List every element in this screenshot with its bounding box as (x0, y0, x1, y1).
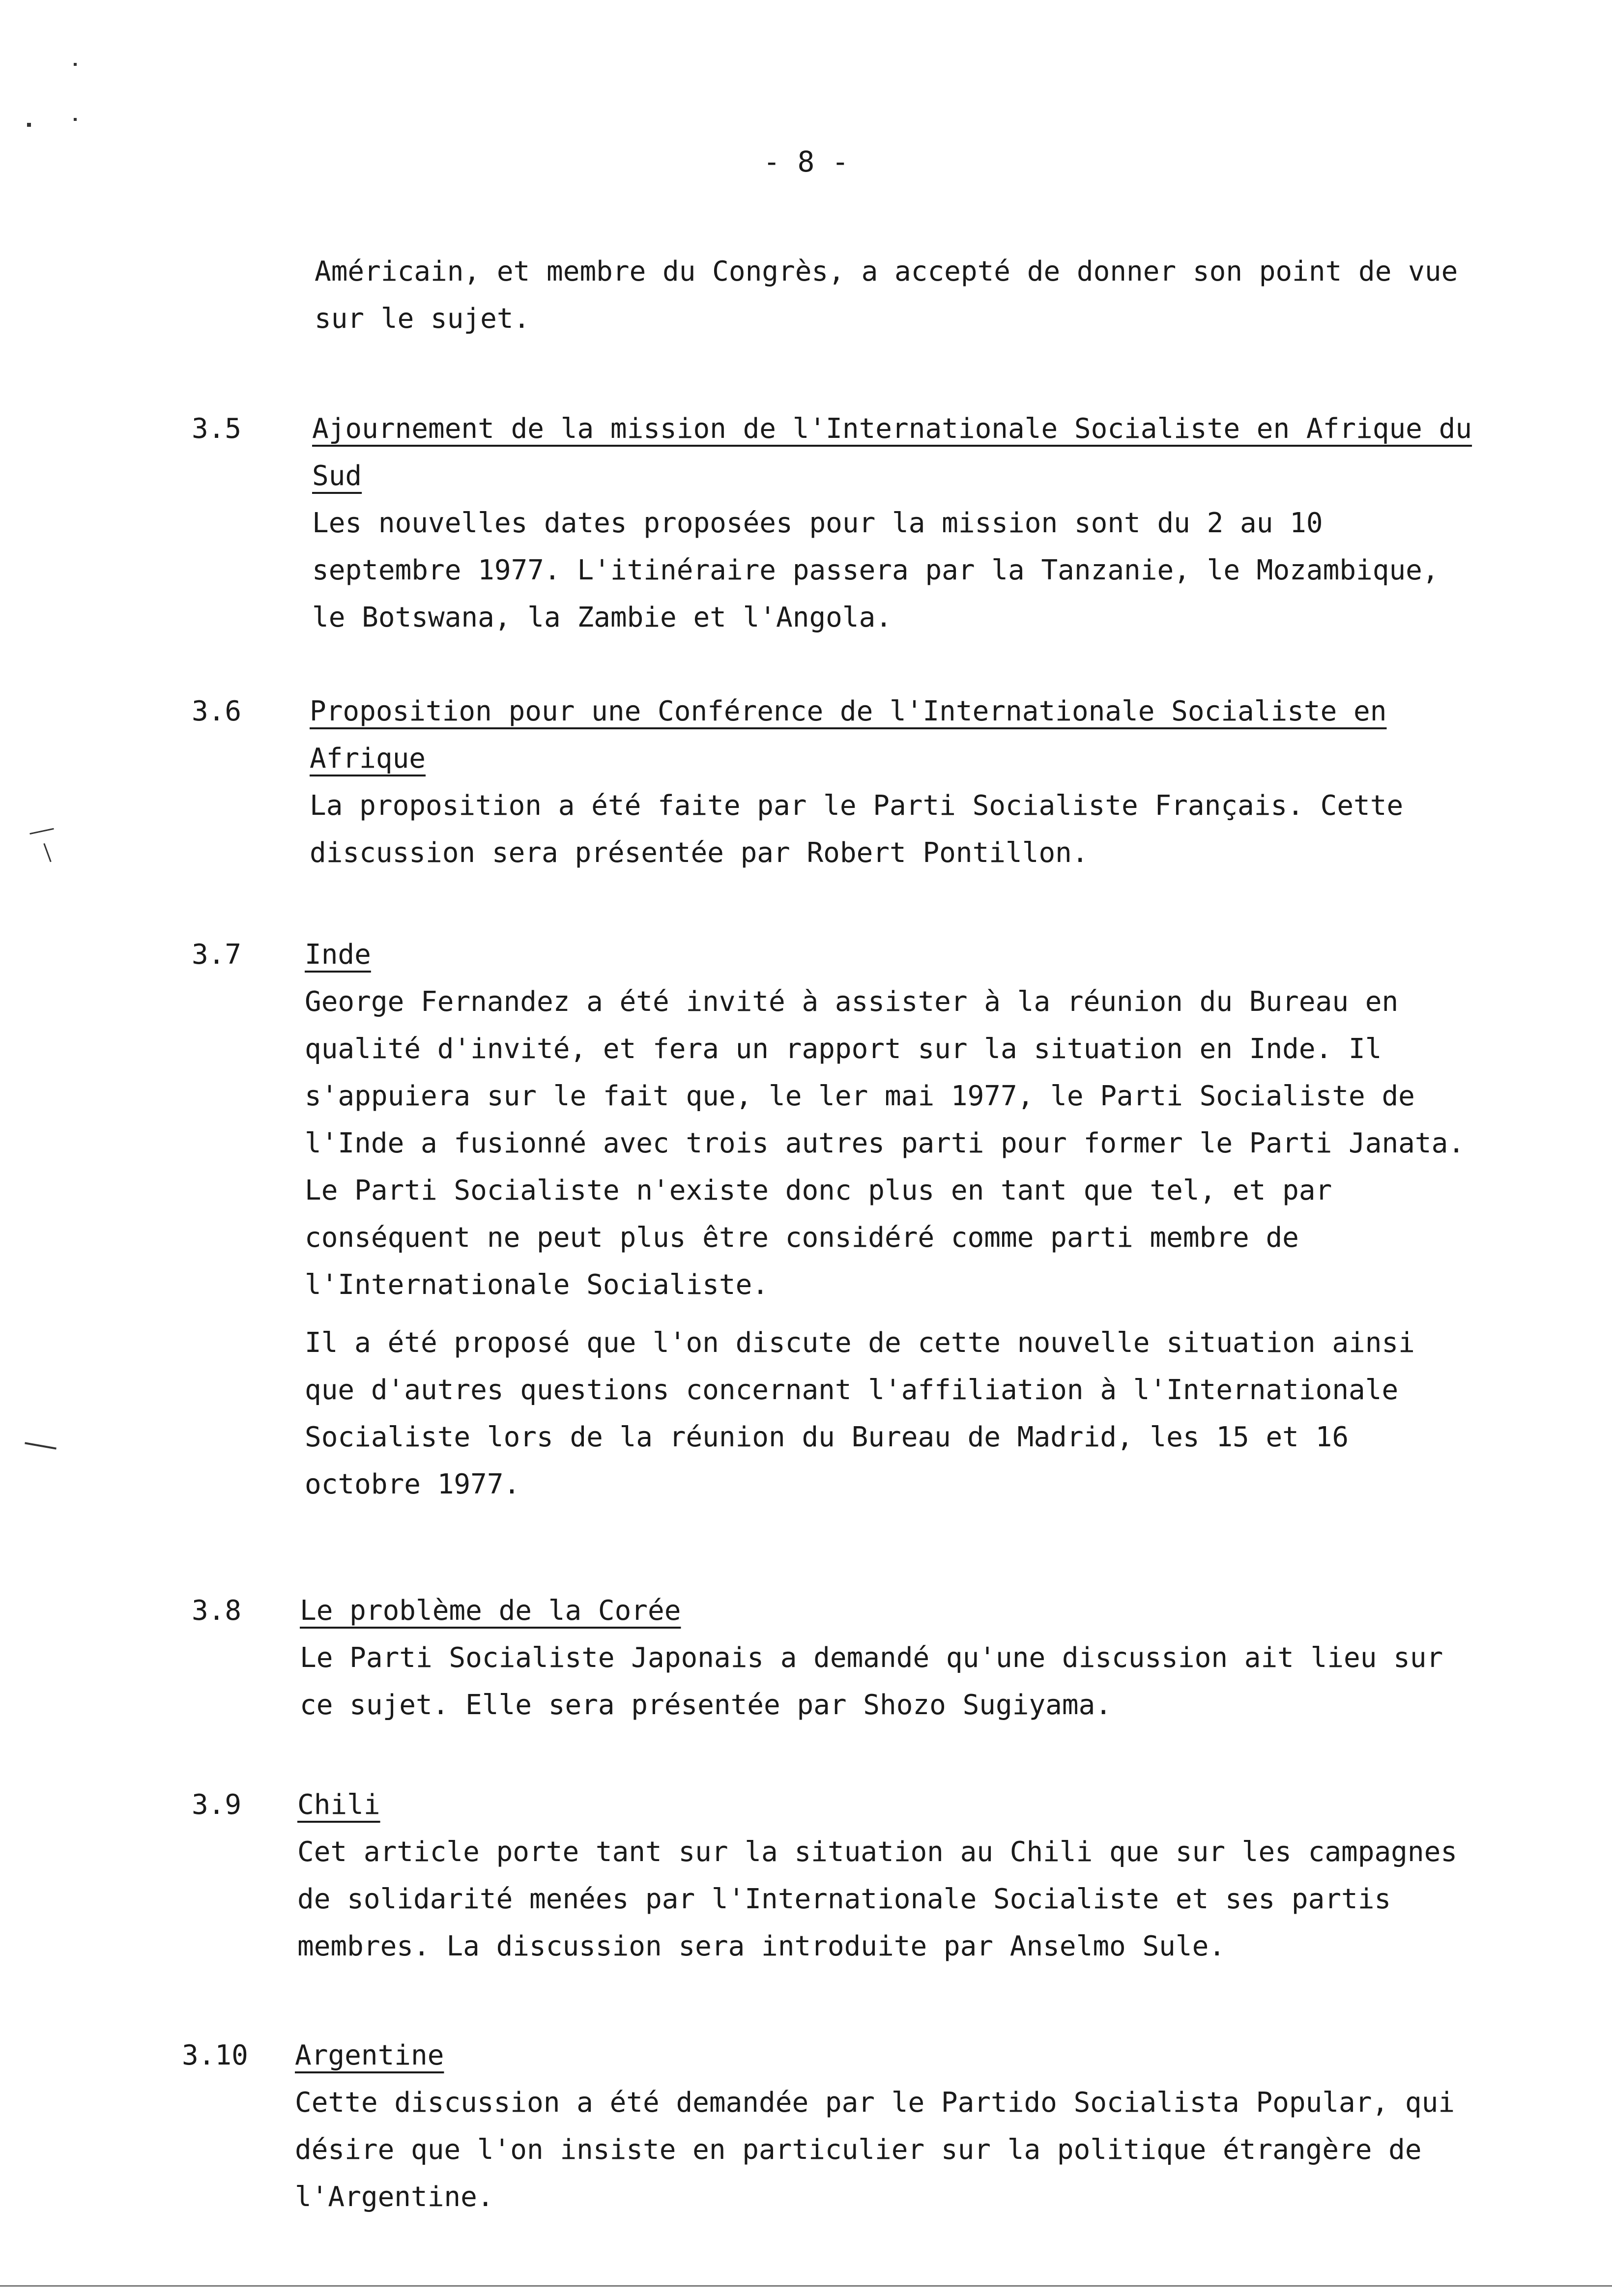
intro-paragraph: Américain, et membre du Congrès, a accepté de donner son point de vue sur le sujet. (315, 256, 1458, 335)
section-body (305, 931, 1474, 1508)
page-number: - 8 - (763, 145, 849, 178)
scan-mark (43, 843, 51, 862)
section-paragraph: La proposition a été faite par le Parti Socialiste Français. Cette discussion sera présentée par Robert Pontillon. (310, 790, 1404, 869)
section-title: Proposition pour une Conférence de l'Internationale Socialiste en Afrique (310, 695, 1387, 775)
section-title: Chili (297, 1789, 380, 1821)
section-number: 3.6 (192, 695, 242, 727)
section-body (295, 2032, 1465, 2221)
section-paragraph: Cette discussion a été demandée par le Partido Socialista Popular, qui désire que l'on insiste en particulier sur la politique étrangère de l'Argentine. (295, 2087, 1455, 2213)
section-body (300, 1587, 1469, 1729)
section-paragraph: George Fernandez a été invité à assister à la réunion du Bureau en qualité d'invité, et fera un rapport sur la situation en Inde. Il s'appuiera sur le fait que, le ler mai 1977, le Parti Socialiste de l'Inde a fusionné avec trois autres parti pour former le Parti Janata. Le Parti Socialiste n'existe donc plus en tant que tel, et par conséquent ne peut plus être considéré comme parti membre de l'Internationale Socialiste. (305, 986, 1465, 1301)
section-number: 3.8 (192, 1595, 242, 1627)
section-body (297, 1781, 1467, 1970)
section-number: 3.10 (182, 2039, 248, 2071)
section-title: Le problème de la Corée (300, 1595, 681, 1627)
section-paragraph: Le Parti Socialiste Japonais a demandé qu'une discussion ait lieu sur ce sujet. Elle sera présentée par Shozo Sugiyama. (300, 1642, 1443, 1721)
scan-mark (74, 63, 77, 66)
section-body (312, 405, 1482, 641)
section-title: Ajournement de la mission de l'Internationale Socialiste en Afrique du Sud (312, 413, 1472, 492)
scan-mark (25, 1442, 57, 1449)
scan-mark (27, 123, 31, 127)
section-body (310, 688, 1479, 877)
section-paragraph: Cet article porte tant sur la situation au Chili que sur les campagnes de solidarité menées par l'Internationale Socialiste et ses partis membres. La discussion sera introduite par Anselmo Sule. (297, 1836, 1458, 1962)
scan-mark (74, 118, 77, 121)
section-paragraph: Les nouvelles dates proposées pour la mission sont du 2 au 10 septembre 1977. L'itinéraire passera par la Tanzanie, le Mozambique, le Botswana, la Zambie et l'Angola. (312, 507, 1439, 633)
section-paragraph: Il a été proposé que l'on discute de cette nouvelle situation ainsi que d'autres questions concernant l'affiliation à l'Internationale Socialiste lors de la réunion du Bureau de Madrid, les 15 et 16 octobre 1977. (305, 1327, 1415, 1500)
section-title: Inde (305, 939, 371, 971)
section-number: 3.9 (192, 1789, 242, 1821)
section-number: 3.7 (192, 939, 242, 971)
section-number: 3.5 (192, 413, 242, 445)
bottom-scan-edge (0, 2285, 1612, 2287)
scan-mark (29, 828, 54, 834)
section-title: Argentine (295, 2039, 444, 2071)
